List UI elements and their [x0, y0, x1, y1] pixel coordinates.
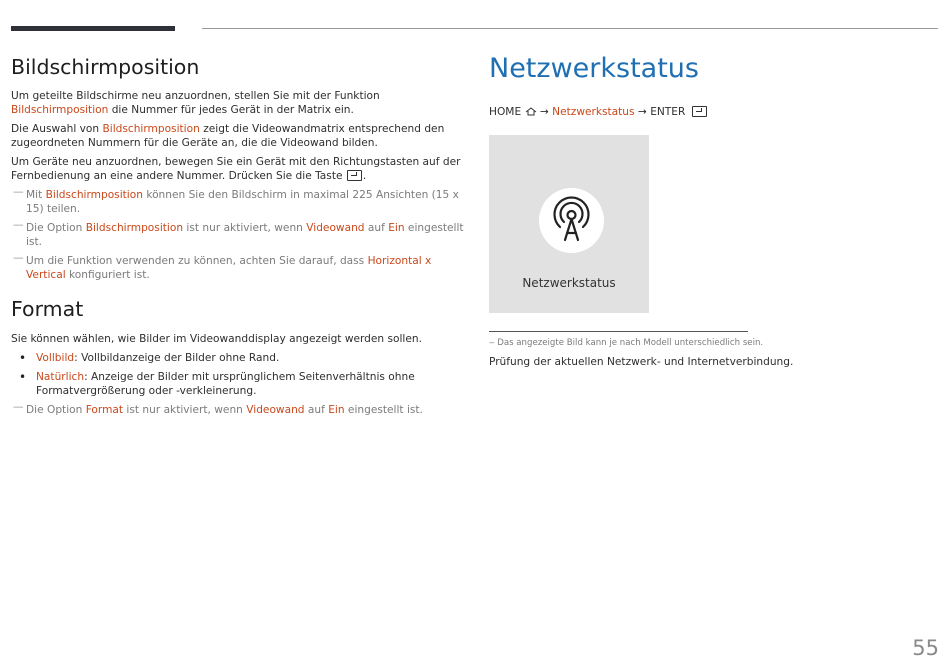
netzwerkstatus-description: Prüfung der aktuellen Netzwerk- und Internetverbindung.	[489, 356, 794, 368]
highlight: Vollbild	[36, 352, 75, 364]
text: auf	[304, 404, 329, 416]
image-note-rule	[489, 331, 748, 332]
note-format	[11, 403, 466, 417]
section-title-format: Format	[11, 297, 84, 321]
network-icon-circle	[539, 188, 604, 253]
text: : Anzeige der Bilder mit ursprünglichem Seitenverhältnis ohne Formatvergrößerung oder -verkleinerung.	[36, 371, 415, 397]
right-column	[489, 52, 939, 368]
image-note: ‒ Das angezeigte Bild kann je nach Modell unterschiedlich sein.	[489, 338, 764, 348]
bullet-dot-icon: •	[19, 351, 27, 365]
page-number: 55	[912, 636, 939, 656]
arrow-icon: →	[539, 106, 549, 118]
top-bar-dark	[11, 26, 175, 31]
paragraph-3	[11, 155, 466, 183]
enter-key-icon	[347, 170, 362, 181]
section-title-bildschirmposition: Bildschirmposition	[11, 55, 200, 79]
highlight: Bildschirmposition	[11, 104, 109, 116]
note-2	[11, 221, 466, 249]
highlight: Videowand	[306, 222, 365, 234]
bullet-natuerlich	[11, 370, 466, 398]
text: ist nur aktiviert, wenn	[183, 222, 307, 234]
section-title-netzwerkstatus: Netzwerkstatus	[489, 53, 699, 84]
note-dash-icon: —	[13, 186, 24, 198]
text: konfiguriert ist.	[65, 269, 150, 281]
menu-path	[489, 105, 939, 119]
highlight: Bildschirmposition	[102, 123, 200, 135]
text: ist nur aktiviert, wenn	[123, 404, 247, 416]
text: eingestellt ist.	[344, 404, 423, 416]
nav-home: HOME	[489, 106, 522, 118]
text: können Sie den Bildschirm in maximal 225 Ansichten (15 x 15) teilen.	[26, 189, 459, 215]
highlight: Ein	[388, 222, 405, 234]
note-dash-icon: —	[13, 219, 24, 231]
text: die Nummer für jedes Gerät in der Matrix ein.	[108, 104, 354, 116]
bullet-dot-icon: •	[19, 370, 27, 384]
text: zeigt die Videowandmatrix entsprechend den zugeordneten Nummern für die Geräte an, die die Videowand bilden.	[11, 123, 445, 149]
panel-label: Netzwerkstatus	[522, 276, 616, 290]
bullet-vollbild	[11, 351, 466, 365]
netzwerkstatus-screen-image	[489, 135, 649, 313]
highlight: Horizontal x Vertical	[26, 255, 432, 281]
highlight: Ein	[328, 404, 345, 416]
nav-enter: ENTER	[650, 106, 686, 118]
text: .	[362, 170, 367, 182]
home-icon	[525, 107, 537, 116]
text: Die Auswahl von	[11, 123, 103, 135]
note-dash-icon: —	[13, 252, 24, 264]
text: eingestellt ist.	[26, 222, 464, 248]
highlight: Format	[85, 404, 124, 416]
text: Die Option	[26, 222, 86, 234]
note-dash-icon: —	[13, 401, 24, 413]
format-intro: Sie können wählen, wie Bilder im Videowanddisplay angezeigt werden sollen.	[11, 333, 422, 345]
highlight: Bildschirmposition	[85, 222, 184, 234]
highlight: Natürlich	[36, 371, 85, 383]
network-antenna-icon	[539, 188, 604, 253]
text: auf	[364, 222, 389, 234]
top-rule	[202, 28, 938, 29]
highlight: Bildschirmposition	[45, 189, 143, 201]
highlight: Videowand	[246, 404, 305, 416]
left-column	[11, 54, 466, 417]
nav-netzwerkstatus: Netzwerkstatus	[552, 106, 635, 118]
arrow-icon: →	[637, 106, 647, 118]
text: Um die Funktion verwenden zu können, achten Sie darauf, dass	[26, 255, 368, 267]
text: Um Geräte neu anzuordnen, bewegen Sie ein Gerät mit den Richtungstasten auf der Fernbedienung an eine andere Nummer. Drücken Sie die Taste	[11, 156, 461, 182]
note-1	[11, 188, 466, 216]
text: Um geteilte Bildschirme neu anzuordnen, stellen Sie mit der Funktion	[11, 90, 380, 102]
note-3	[11, 254, 466, 282]
enter-key-icon	[692, 106, 707, 117]
paragraph-2	[11, 122, 466, 150]
paragraph-1	[11, 89, 466, 117]
text: : Vollbildanzeige der Bilder ohne Rand.	[74, 352, 280, 364]
text: Die Option	[26, 404, 86, 416]
text: Mit	[26, 189, 46, 201]
